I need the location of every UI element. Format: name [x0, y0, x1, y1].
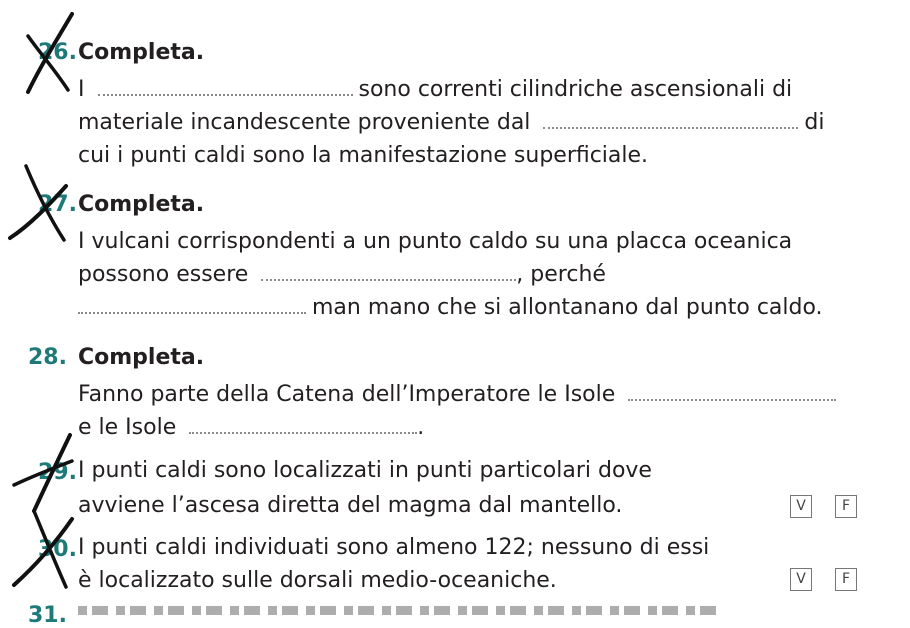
exercise-26-text-1b: sono correnti cilindriche ascensionali di	[358, 77, 793, 102]
true-checkbox-30[interactable]: V	[790, 568, 812, 591]
exercise-27-line-1: I vulcani corrispondenti a un punto caldo su una placca oceanica	[78, 229, 793, 254]
exercise-29-number: 29.	[38, 460, 77, 485]
exercise-27-text-3: man mano che si allontanano dal punto caldo.	[312, 295, 823, 320]
exercise-28-title: Completa.	[78, 345, 205, 370]
fill-blank-26-2[interactable]	[543, 109, 798, 129]
false-checkbox-29[interactable]: F	[835, 495, 857, 518]
exercise-27-line-3	[78, 293, 823, 323]
exercise-30-number: 30.	[38, 537, 77, 562]
exercise-31-partial-text	[78, 604, 718, 615]
exercise-28-text-1: Fanno parte della Catena dell’Imperatore le Isole	[78, 382, 616, 407]
exercise-27-text-2a: possono essere	[78, 262, 249, 287]
true-checkbox-29[interactable]: V	[790, 495, 812, 518]
exercise-30-line-1: I punti caldi individuati sono almeno 122; nessuno di essi	[78, 535, 710, 560]
exercise-29-line-2: avviene l’ascesa diretta del magma dal mantello.	[78, 493, 623, 518]
exercise-27-line-2	[78, 260, 606, 290]
exercise-28-line-1	[78, 380, 836, 410]
exercise-31-number: 31.	[28, 603, 67, 628]
exercise-26-text-2b: di	[804, 110, 825, 135]
exercise-27-text-2b: , perché	[516, 262, 606, 287]
exercise-26-line-1	[78, 75, 792, 105]
exercise-26-text-1a: I	[78, 77, 85, 102]
exercise-26-text-2a: materiale incandescente proveniente dal	[78, 110, 531, 135]
fill-blank-28-1[interactable]	[628, 381, 836, 401]
exercise-26-line-2	[78, 108, 825, 138]
exercise-28-number: 28.	[28, 345, 67, 370]
exercise-27-title: Completa.	[78, 192, 205, 217]
fill-blank-28-2[interactable]	[189, 414, 417, 434]
fill-blank-27-2[interactable]	[78, 294, 306, 314]
fill-blank-27-1[interactable]	[261, 261, 516, 281]
fill-blank-26-1[interactable]	[98, 76, 353, 96]
exercise-29-line-1: I punti caldi sono localizzati in punti particolari dove	[78, 458, 652, 483]
exercise-26-number: 26.	[38, 40, 77, 65]
exercise-28-text-2b: .	[417, 415, 425, 440]
exercise-27-number: 27.	[38, 192, 77, 217]
exercise-28-text-2a: e le Isole	[78, 415, 177, 440]
exercise-30-line-2: è localizzato sulle dorsali medio-oceaniche.	[78, 568, 557, 593]
exercise-26-title: Completa.	[78, 40, 205, 65]
exercise-28-line-2	[78, 413, 424, 443]
exercise-26-line-3: cui i punti caldi sono la manifestazione superficiale.	[78, 143, 649, 168]
false-checkbox-30[interactable]: F	[835, 568, 857, 591]
